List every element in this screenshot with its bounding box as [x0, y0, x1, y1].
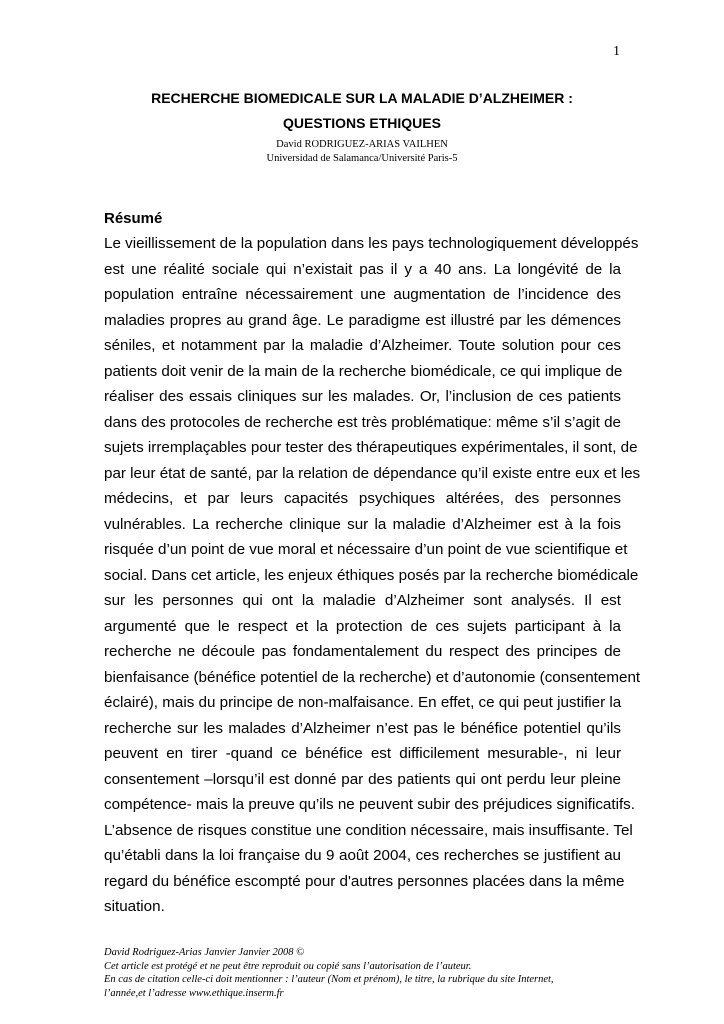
abstract-line: social. Dans cet article, les enjeux éthiques posés par la recherche biomédicale — [104, 566, 639, 584]
abstract-line: qu’établi dans la loi française du 9 août 2004, ces recherches se justifient au — [104, 847, 621, 864]
abstract-line: bienfaisance (bénéfice potentiel de la recherche) et d’autonomie (consentement — [104, 668, 641, 686]
abstract-line: argumenté que le respect et la protection de ces sujets participant à la — [104, 617, 621, 635]
abstract-line: réaliser des essais cliniques sur les malades. Or, l’inclusion de ces patients — [104, 388, 621, 405]
abstract-line: séniles, et notamment par la maladie d’Alzheimer. Toute solution pour ces — [104, 337, 621, 354]
affiliation: Universidad de Salamanca/Université Paris-5 — [266, 153, 458, 164]
abstract-line: regard du bénéfice escompté pour d'autres personnes placées dans la même — [104, 872, 625, 890]
abstract-line: L’absence de risques constitue une condition nécessaire, mais insuffisante. Tel — [104, 821, 633, 839]
section-heading: Résumé — [104, 210, 163, 227]
abstract-line: patients doit venir de la main de la recherche biomédicale, ce qui implique de — [104, 362, 623, 380]
footer-line: l’année,et l’adresse www.ethique.inserm.fr — [104, 987, 284, 999]
abstract-line: médecins, et par leurs capacités psychiques altérées, des personnes — [104, 490, 621, 507]
abstract-line: peuvent en tirer -quand ce bénéfice est difficilement mesurable-, ni leur — [104, 745, 621, 762]
abstract-line: population entraîne nécessairement une augmentation de l’incidence des — [104, 286, 621, 303]
abstract-line: sujets irremplaçables pour tester des thérapeutiques expérimentales, il sont, de — [104, 439, 638, 456]
page-number: 1 — [613, 44, 620, 59]
abstract-line: Le vieillissement de la population dans les pays technologiquement développés — [104, 235, 639, 252]
footer-copyright: David Rodriguez-Arias Janvier Janvier 2008 © — [104, 947, 305, 958]
abstract-line: situation. — [104, 898, 165, 915]
abstract-line: recherche sur les malades d’Alzheimer n’est pas le bénéfice potentiel qu’ils — [104, 719, 621, 737]
abstract-line: compétence- mais la preuve qu’ils ne peuvent subir des préjudices significatifs. — [104, 796, 635, 813]
abstract-line: éclairé), mais du principe de non-malfaisance. En effet, ce qui peut justifier la — [104, 694, 622, 711]
abstract-line: risquée d’un point de vue moral et nécessaire d’un point de vue scientifique et — [104, 541, 628, 558]
abstract-body — [104, 231, 641, 920]
footer-line: En cas de citation celle-ci doit mentionner : l’auteur (Nom et prénom), le titre, la rubrique du site Internet, — [104, 974, 554, 985]
author: David RODRIGUEZ-ARIAS VAILHEN — [276, 139, 448, 150]
abstract-line: maladies propres au grand âge. Le paradigme est illustré par les démences — [104, 311, 621, 329]
footer-line: Cet article est protégé et ne peut être reproduit ou copié sans l’autorisation de l’auteur. — [104, 960, 472, 972]
abstract-line: sur les personnes qui ont la maladie d’Alzheimer sont analysés. Il est — [104, 592, 621, 609]
abstract-line: dans des protocoles de recherche est très problématique: même s’il s’agit de — [104, 413, 621, 431]
abstract-line: est une réalité sociale qui n’existait pas il y a 40 ans. La longévité de la — [104, 260, 621, 278]
abstract-line: consentement –lorsqu’il est donné par des patients qui ont perdu leur pleine — [104, 770, 621, 788]
title-line-1: RECHERCHE BIOMEDICALE SUR LA MALADIE D’ALZHEIMER : — [151, 90, 573, 106]
abstract-line: vulnérables. La recherche clinique sur la maladie d’Alzheimer est à la fois — [104, 515, 621, 533]
title-line-2: QUESTIONS ETHIQUES — [283, 115, 441, 131]
abstract-line: par leur état de santé, par la relation de dépendance qu’il existe entre eux et les — [104, 464, 641, 482]
footer-notice — [104, 946, 620, 1000]
abstract-line: recherche ne découle pas fondamentalement du respect des principes de — [104, 643, 621, 660]
